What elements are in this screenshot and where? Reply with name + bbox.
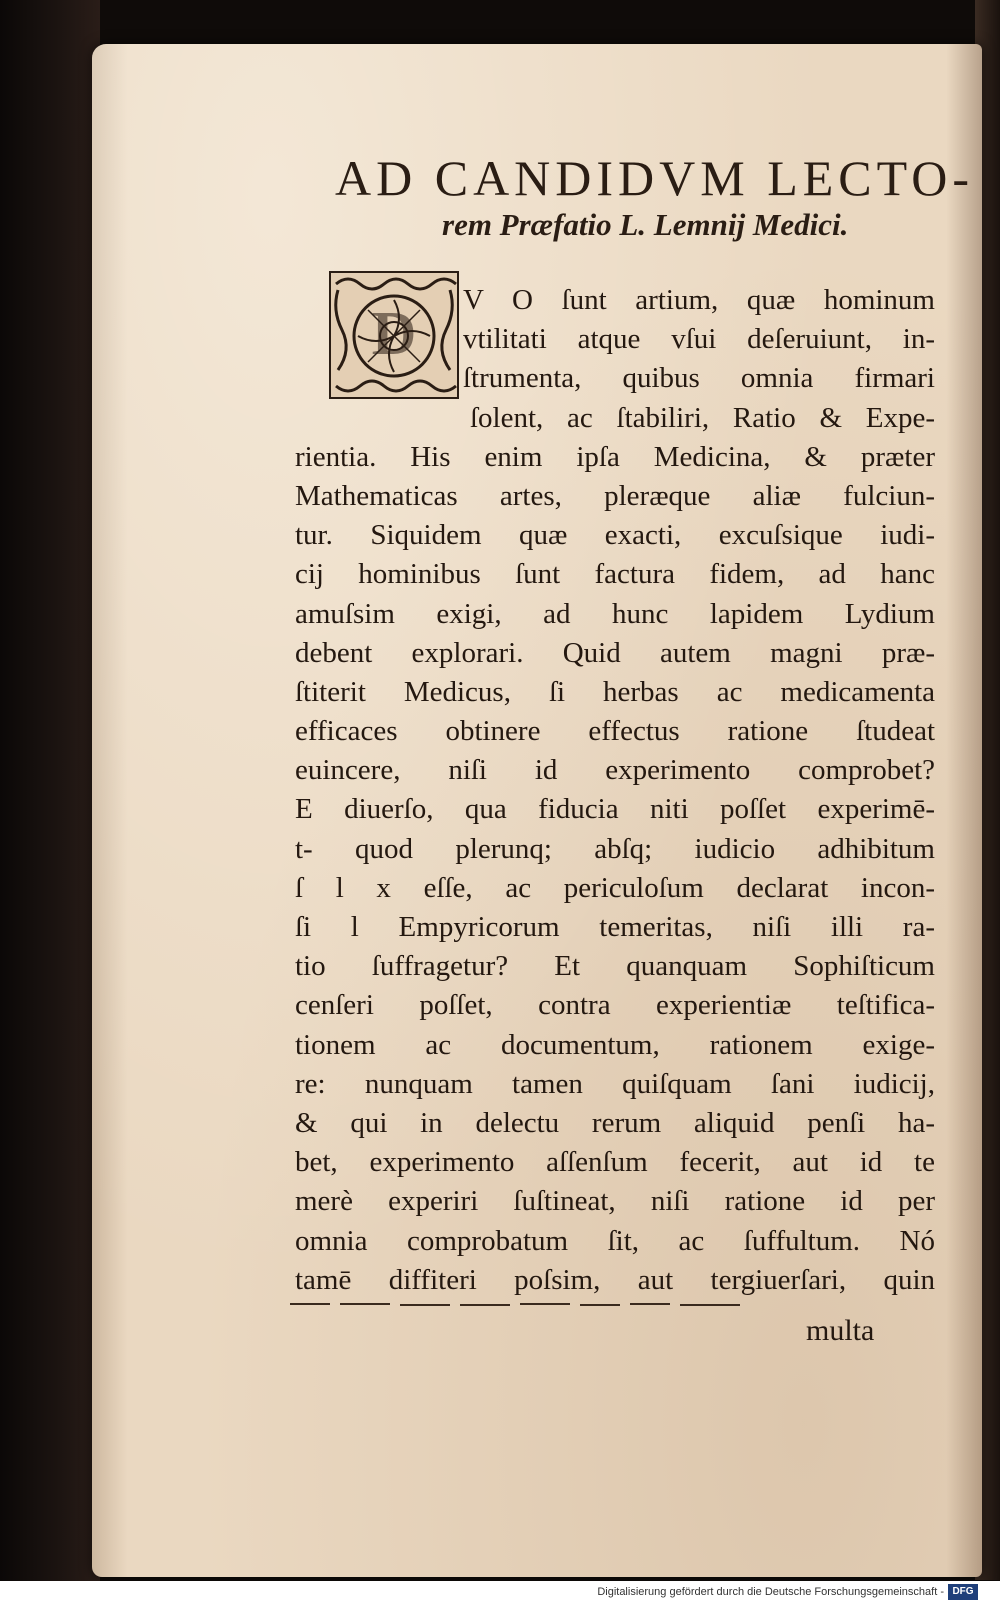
text-line: ſi l Empyricorum temeritas, niſi illi ra- <box>295 911 935 943</box>
text-line: E diuerſo, qua fiducia niti poſſet experimē- <box>295 793 935 826</box>
text-line: efficaces obtinere effectus ratione ſtudeat <box>295 715 935 748</box>
text-line: debent explorari. Quid autem magni præ- <box>295 636 935 669</box>
body-text <box>295 281 935 1300</box>
text-line: ſtrumenta, quibus omnia firmari <box>463 362 935 395</box>
text-line: Mathematicas artes, pleræque aliæ fulciun- <box>295 479 935 512</box>
dfg-logo: DFG <box>948 1584 978 1600</box>
scanner-backdrop-left <box>0 0 100 1607</box>
ink-underline-marks <box>290 1300 940 1314</box>
text-line: euincere, niſi id experimento comprobet? <box>295 754 935 787</box>
text-line: merè experiri ſuſtineat, niſi ratione id per <box>295 1185 935 1218</box>
text-line: ſolent, ac ſtabiliri, Ratio & Expe- <box>470 401 935 434</box>
footer-credit: Digitalisierung gefördert durch die Deutsche Forschungsgemeinschaft - <box>597 1586 944 1598</box>
text-line: tionem ac documentum, rationem exige- <box>295 1028 935 1061</box>
text-line: tamē diffiteri poſsim, aut tergiuerſari, quin <box>295 1263 935 1296</box>
heading-subtitle: rem Præfatio L. Lemnij Medici. <box>442 207 849 242</box>
text-line: vtilitati atque vſui deſeruiunt, in- <box>463 323 935 356</box>
text-line: & qui in delectu rerum aliquid penſi ha- <box>295 1106 935 1139</box>
text-line: tur. Siquidem quæ exacti, excuſsique iudi- <box>295 519 935 552</box>
text-line: cij hominibus ſunt factura fidem, ad hanc <box>295 558 935 591</box>
text-line: bet, experimento aſſenſum fecerit, aut id te <box>295 1146 935 1179</box>
text-line: t‑ quod plerunq; abſq; iudicio adhibitum <box>295 832 935 865</box>
text-line: ſtiterit Medicus, ſi herbas ac medicamenta <box>295 675 935 708</box>
text-line: cenſeri poſſet, contra experientiæ teſtifica- <box>295 989 935 1022</box>
text-line: amuſsim exigi, ad hunc lapidem Lydium <box>295 597 935 630</box>
text-line: rientia. His enim ipſa Medicina, & præter <box>295 440 935 473</box>
initial-letter: D <box>371 300 417 368</box>
text-line: re: nunquam tamen quiſquam ſani iudicij, <box>295 1067 935 1100</box>
catchword: multa <box>806 1314 875 1347</box>
text-line: ſ l x eſſe, ac periculoſum declarat incon- <box>295 871 935 904</box>
heading-title: AD CANDIDVM LECTO- <box>335 150 975 206</box>
text-line: omnia comprobatum ſit, ac ſuffultum. Nó <box>295 1224 935 1257</box>
text-line: tio ſuffragetur? Et quanquam Sophiſticum <box>295 950 935 983</box>
text-line: V O ſunt artium, quæ hominum <box>463 284 935 316</box>
